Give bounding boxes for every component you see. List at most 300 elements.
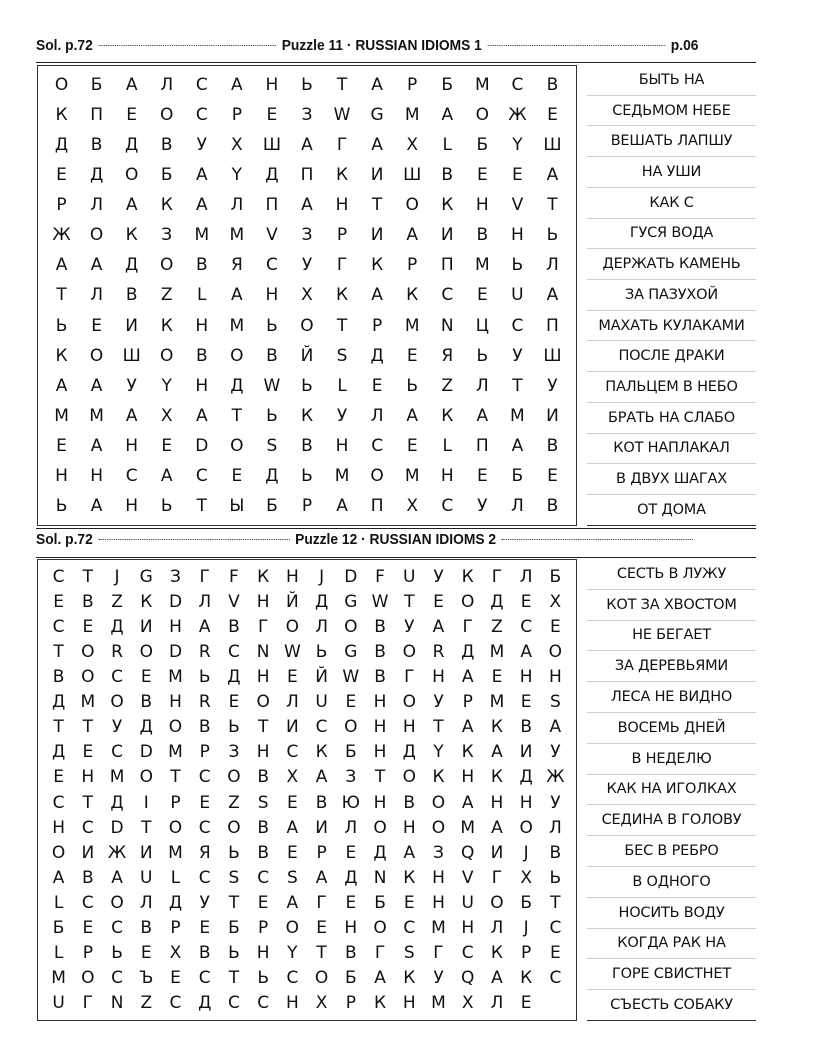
grid-letter: Н	[256, 591, 270, 612]
grid-letter: О	[475, 105, 490, 126]
grid-letter: Т	[404, 591, 415, 612]
grid-letter: U	[403, 566, 416, 587]
grid-letter: Z	[160, 285, 173, 306]
grid-letter: А	[371, 135, 383, 156]
grid-letter: W	[283, 641, 301, 662]
grid-letter: О	[402, 767, 416, 788]
grid-letter: О	[490, 892, 504, 913]
grid-letter: С	[511, 315, 524, 336]
puzzle-12-word-list	[587, 559, 756, 1021]
grid-letter: J	[523, 918, 529, 939]
grid-letter: Г	[491, 566, 503, 587]
grid-letter: Z	[441, 375, 454, 396]
grid-letter: Л	[230, 195, 244, 216]
grid-letter: С	[198, 817, 211, 838]
grid-letter: М	[168, 666, 183, 687]
word-list-item: ЗА ДЕРЕВЬЯМИ	[587, 651, 756, 682]
grid-letter: Е	[520, 591, 532, 612]
grid-letter: А	[441, 105, 454, 126]
grid-letter: Л	[548, 817, 562, 838]
grid-letter: А	[286, 817, 299, 838]
grid-letter: Е	[406, 345, 418, 366]
grid-letter: L	[170, 867, 181, 888]
grid-letter: С	[111, 742, 123, 763]
grid-letter: А	[90, 375, 103, 396]
grid-letter: К	[257, 566, 270, 587]
grid-letter: И	[546, 405, 559, 426]
grid-letter: В	[549, 842, 562, 863]
grid-letter: А	[546, 165, 559, 186]
grid-letter: Г	[404, 666, 415, 687]
grid-letter: Г	[199, 566, 210, 587]
grid-letter: U	[52, 993, 65, 1014]
grid-letter: G	[370, 105, 384, 126]
grid-letter: П	[475, 435, 489, 456]
word-list-item: ДЕРЖАТЬ КАМЕНЬ	[587, 249, 756, 280]
grid-letter: Н	[432, 892, 445, 913]
grid-letter: Н	[402, 817, 416, 838]
grid-letter: Е	[91, 315, 102, 336]
grid-letter: А	[374, 968, 386, 989]
grid-letter: Ж	[546, 767, 565, 788]
grid-letter: D	[168, 591, 183, 612]
grid-letter: U	[140, 867, 153, 888]
grid-letter: Д	[198, 993, 212, 1014]
grid-letter: Р	[336, 225, 348, 246]
leader-dots	[98, 539, 289, 540]
grid-letter: З	[228, 742, 240, 763]
grid-letter: О	[139, 641, 153, 662]
grid-letter: Д	[227, 666, 241, 687]
grid-letter: М	[229, 225, 245, 246]
grid-letter: Р	[56, 195, 67, 216]
grid-letter: К	[441, 195, 454, 216]
grid-letter: А	[195, 165, 208, 186]
grid-letter: С	[403, 918, 416, 939]
grid-letter: А	[406, 225, 418, 246]
grid-letter: А	[90, 435, 103, 456]
grid-letter: И	[139, 616, 153, 637]
grid-letter: Z	[140, 993, 153, 1014]
puzzle-11-header	[36, 37, 698, 54]
grid-letter: S	[549, 692, 561, 713]
word-list-item: КАК С	[587, 188, 756, 219]
grid-letter	[541, 991, 570, 1016]
grid-letter: А	[336, 495, 348, 516]
grid-letter: У	[404, 616, 415, 637]
grid-letter: Б	[160, 165, 173, 186]
grid-letter: А	[55, 255, 68, 276]
grid-letter: А	[491, 968, 503, 989]
grid-letter: У	[547, 375, 558, 396]
grid-letter: О	[110, 692, 124, 713]
grid-letter: Б	[344, 742, 357, 763]
grid-letter: Е	[547, 465, 558, 486]
grid-letter: Е	[406, 435, 418, 456]
grid-letter: З	[433, 842, 444, 863]
grid-letter: I	[143, 792, 149, 813]
grid-letter: Х	[461, 993, 474, 1014]
grid-letter: Т	[371, 195, 383, 216]
grid-letter: J	[523, 842, 529, 863]
grid-letter: Р	[170, 918, 181, 939]
grid-letter: У	[550, 792, 561, 813]
grid-letter: К	[461, 566, 474, 587]
grid-letter: D	[139, 742, 153, 763]
grid-letter: А	[286, 892, 299, 913]
grid-letter: К	[403, 968, 416, 989]
grid-letter: Д	[461, 641, 475, 662]
grid-letter: Ь	[406, 375, 419, 396]
grid-letter: D	[344, 566, 358, 587]
grid-letter: X	[406, 135, 419, 156]
grid-letter: Н	[55, 465, 68, 486]
grid-letter: А	[461, 717, 474, 738]
grid-letter: Т	[512, 375, 523, 396]
grid-letter: Ш	[543, 345, 562, 366]
grid-letter: К	[315, 742, 328, 763]
grid-letter: D	[195, 435, 209, 456]
grid-letter: Н	[256, 943, 270, 964]
grid-letter: М	[334, 465, 350, 486]
grid-letter: Ь	[266, 405, 278, 426]
grid-letter: Ь	[549, 867, 562, 888]
grid-letter: Е	[316, 918, 327, 939]
grid-letter: Е	[53, 767, 64, 788]
grid-letter: В	[546, 435, 559, 456]
grid-letter: С	[81, 817, 94, 838]
grid-letter: Л	[370, 405, 384, 426]
grid-letter: Х	[169, 943, 182, 964]
grid-letter: G	[139, 566, 153, 587]
grid-letter: Д	[168, 892, 183, 913]
grid-letter: Н	[195, 375, 209, 396]
grid-letter: S	[286, 867, 298, 888]
grid-letter: N	[440, 315, 454, 336]
grid-letter: У	[196, 135, 207, 156]
grid-letter: Я	[230, 255, 243, 276]
grid-letter: Г	[491, 867, 503, 888]
grid-letter: О	[168, 717, 183, 738]
grid-letter: Г	[336, 255, 348, 276]
grid-letter: Л	[519, 566, 533, 587]
grid-letter: Н	[402, 717, 416, 738]
grid-letter: С	[549, 968, 562, 989]
grid-letter: И	[370, 225, 384, 246]
grid-letter: Х	[315, 993, 328, 1014]
grid-letter: U	[461, 892, 474, 913]
grid-letter: С	[169, 993, 182, 1014]
grid-letter: В	[344, 943, 357, 964]
grid-letter: Б	[228, 918, 240, 939]
word-list-item: В ДВУХ ШАГАХ	[587, 464, 756, 495]
grid-letter: Л	[160, 75, 174, 96]
grid-letter: В	[301, 435, 313, 456]
grid-letter: Е	[287, 666, 298, 687]
grid-letter: Б	[266, 495, 278, 516]
grid-letter: Y	[512, 135, 523, 156]
grid-letter: К	[300, 405, 314, 426]
grid-letter: Е	[140, 666, 152, 687]
grid-letter: Д	[314, 591, 329, 612]
word-list-item: ВЕШАТЬ ЛАПШУ	[587, 126, 756, 157]
grid-letter: Д	[370, 345, 384, 366]
grid-letter: З	[170, 566, 181, 587]
grid-letter: К	[160, 195, 173, 216]
grid-letter: W	[333, 105, 351, 126]
word-list-item: НА УШИ	[587, 157, 756, 188]
grid-letter: С	[461, 943, 474, 964]
grid-letter: Т	[257, 717, 269, 738]
grid-letter: А	[520, 641, 532, 662]
grid-letter: З	[161, 225, 173, 246]
grid-letter: Р	[199, 742, 210, 763]
grid-letter: Р	[258, 918, 269, 939]
grid-letter: У	[126, 375, 137, 396]
grid-letter: Ю	[341, 792, 360, 813]
grid-letter: К	[490, 767, 503, 788]
grid-letter: Т	[53, 717, 64, 738]
grid-letter: М	[431, 993, 446, 1014]
grid-letter: К	[336, 285, 349, 306]
grid-letter: О	[405, 195, 419, 216]
grid-letter: W	[263, 375, 281, 396]
grid-letter: В	[81, 867, 94, 888]
grid-letter: Н	[195, 315, 209, 336]
grid-letter: М	[51, 968, 66, 989]
grid-letter: С	[111, 968, 123, 989]
grid-letter: Н	[475, 195, 489, 216]
grid-letter: М	[431, 918, 446, 939]
grid-letter: О	[227, 767, 241, 788]
word-list-item: ГОРЕ СВИСТНЕТ	[587, 959, 756, 990]
grid-letter: V	[461, 867, 474, 888]
grid-letter: Д	[402, 742, 416, 763]
grid-letter: Б	[549, 566, 562, 587]
grid-letter: Б	[374, 892, 386, 913]
word-list-item: КОТ ЗА ХВОСТОМ	[587, 590, 756, 621]
grid-letter: Т	[550, 892, 561, 913]
grid-letter: Е	[476, 465, 488, 486]
grid-letter: А	[546, 285, 559, 306]
grid-letter: С	[195, 105, 208, 126]
grid-letter: S	[228, 867, 240, 888]
grid-letter: Д	[110, 792, 124, 813]
grid-letter: С	[125, 465, 138, 486]
grid-letter: Б	[52, 918, 65, 939]
grid-letter: Б	[441, 75, 454, 96]
grid-letter: В	[195, 345, 208, 366]
grid-letter: В	[403, 792, 416, 813]
grid-letter: К	[403, 867, 416, 888]
grid-letter: О	[230, 435, 244, 456]
grid-letter: Е	[266, 105, 278, 126]
grid-letter: Д	[89, 165, 104, 186]
grid-letter: Е	[140, 943, 152, 964]
grid-letter: Z	[228, 792, 240, 813]
grid-letter: Y	[161, 375, 172, 396]
grid-letter: Н	[440, 465, 454, 486]
grid-letter: Ш	[122, 345, 141, 366]
grid-letter: А	[511, 435, 524, 456]
grid-letter: Г	[462, 616, 473, 637]
grid-letter: А	[406, 405, 418, 426]
grid-letter: У	[477, 495, 488, 516]
grid-letter: Н	[81, 767, 95, 788]
grid-letter: Е	[476, 285, 488, 306]
grid-letter: Л	[490, 918, 504, 939]
grid-letter: В	[266, 345, 278, 366]
grid-letter: Е	[520, 692, 532, 713]
grid-letter: Е	[547, 105, 558, 126]
grid-letter: О	[160, 255, 174, 276]
grid-letter: И	[370, 165, 384, 186]
word-list-item: В ОДНОГО	[587, 867, 756, 898]
grid-letter: Г	[433, 943, 444, 964]
grid-letter: А	[125, 75, 138, 96]
grid-letter: В	[315, 792, 328, 813]
word-list-item: БЕС В РЕБРО	[587, 836, 756, 867]
grid-letter: А	[491, 742, 503, 763]
grid-letter: Т	[196, 495, 207, 516]
grid-letter: Н	[402, 993, 416, 1014]
grid-letter: К	[461, 742, 474, 763]
grid-letter: Н	[519, 792, 533, 813]
grid-letter: Ь	[266, 315, 278, 336]
grid-letter: А	[432, 616, 445, 637]
grid-letter: Ь	[301, 375, 313, 396]
grid-letter: К	[371, 255, 384, 276]
grid-letter: Т	[316, 943, 327, 964]
grid-letter: Х	[231, 135, 243, 156]
grid-letter: Л	[510, 495, 524, 516]
grid-letter: Р	[407, 255, 418, 276]
grid-letter: И	[519, 742, 533, 763]
grid-letter: U	[315, 692, 328, 713]
grid-letter: И	[490, 842, 504, 863]
grid-letter: С	[257, 993, 270, 1014]
grid-letter: В	[257, 842, 269, 863]
grid-letter: Х	[160, 405, 173, 426]
grid-letter: У	[433, 566, 444, 587]
grid-letter: Й	[315, 666, 328, 687]
word-list-item: НЕ БЕГАЕТ	[587, 621, 756, 652]
grid-letter: S	[336, 345, 348, 366]
grid-letter: D	[110, 817, 124, 838]
grid-letter: О	[402, 692, 416, 713]
grid-letter: Е	[345, 692, 357, 713]
grid-letter: М	[194, 225, 210, 246]
grid-letter: Z	[111, 591, 123, 612]
grid-letter: Н	[461, 918, 475, 939]
word-list-item: ВОСЕМЬ ДНЕЙ	[587, 713, 756, 744]
grid-letter: Н	[373, 717, 387, 738]
grid-letter: Й	[286, 591, 299, 612]
grid-letter: Ж	[107, 842, 127, 863]
grid-letter: Е	[82, 616, 94, 637]
grid-letter: О	[373, 918, 387, 939]
word-list-item: СЪЕСТЬ СОБАКУ	[587, 990, 756, 1021]
grid-letter: К	[406, 285, 419, 306]
grid-letter: Д	[54, 135, 69, 156]
grid-letter: L	[442, 435, 452, 456]
grid-letter: С	[265, 255, 278, 276]
grid-letter: Е	[82, 742, 94, 763]
grid-letter: Т	[228, 968, 240, 989]
grid-letter: Д	[265, 465, 279, 486]
grid-letter: В	[228, 616, 240, 637]
grid-letter: В	[140, 918, 153, 939]
header-rule	[36, 557, 756, 558]
grid-letter: Е	[476, 165, 488, 186]
grid-letter: Н	[373, 792, 387, 813]
grid-letter: А	[549, 717, 562, 738]
grid-letter: Е	[126, 105, 138, 126]
grid-letter: Р	[462, 692, 473, 713]
grid-letter: Н	[169, 616, 182, 637]
grid-letter: L	[197, 285, 207, 306]
grid-letter: К	[441, 405, 454, 426]
grid-letter: R	[198, 641, 211, 662]
grid-letter: О	[89, 345, 104, 366]
grid-letter: О	[89, 225, 104, 246]
grid-letter: Н	[519, 666, 533, 687]
grid-letter: Л	[90, 195, 103, 216]
grid-letter: В	[125, 285, 138, 306]
grid-letter: Ж	[52, 225, 71, 246]
grid-letter: О	[431, 817, 446, 838]
grid-letter: И	[81, 842, 95, 863]
grid-letter: М	[89, 405, 104, 426]
grid-letter: Х	[520, 867, 532, 888]
grid-letter: О	[227, 817, 241, 838]
grid-letter: О	[230, 345, 244, 366]
grid-letter: Н	[335, 435, 349, 456]
grid-letter: М	[109, 767, 125, 788]
grid-letter: В	[476, 225, 489, 246]
grid-letter: Е	[161, 435, 173, 456]
puzzle-12-letter-grid	[37, 559, 577, 1021]
grid-letter: З	[301, 105, 313, 126]
grid-letter: С	[195, 465, 208, 486]
word-list-item: В НЕДЕЛЮ	[587, 744, 756, 775]
grid-letter: Р	[371, 315, 383, 336]
grid-letter: Л	[490, 993, 504, 1014]
grid-letter: К	[432, 767, 445, 788]
word-list-item: ЛЕСА НЕ ВИДНО	[587, 682, 756, 713]
grid-letter: Е	[550, 616, 561, 637]
grid-letter: К	[125, 225, 138, 246]
grid-letter: О	[168, 817, 183, 838]
grid-letter: П	[300, 165, 314, 186]
grid-letter: М	[80, 692, 96, 713]
grid-letter: J	[114, 566, 120, 587]
grid-letter: Х	[406, 495, 419, 516]
grid-letter: А	[301, 135, 313, 156]
grid-letter: М	[460, 817, 476, 838]
grid-letter: Ь	[228, 943, 240, 964]
grid-letter: L	[337, 375, 347, 396]
grid-letter: О	[402, 641, 416, 662]
grid-letter: R	[111, 641, 123, 662]
grid-letter: А	[301, 195, 313, 216]
grid-letter: V	[266, 225, 278, 246]
grid-letter: И	[286, 717, 299, 738]
grid-letter: Ь	[228, 717, 240, 738]
grid-letter: С	[195, 75, 208, 96]
grid-letter: V	[228, 591, 240, 612]
grid-letter: Ь	[55, 495, 68, 516]
